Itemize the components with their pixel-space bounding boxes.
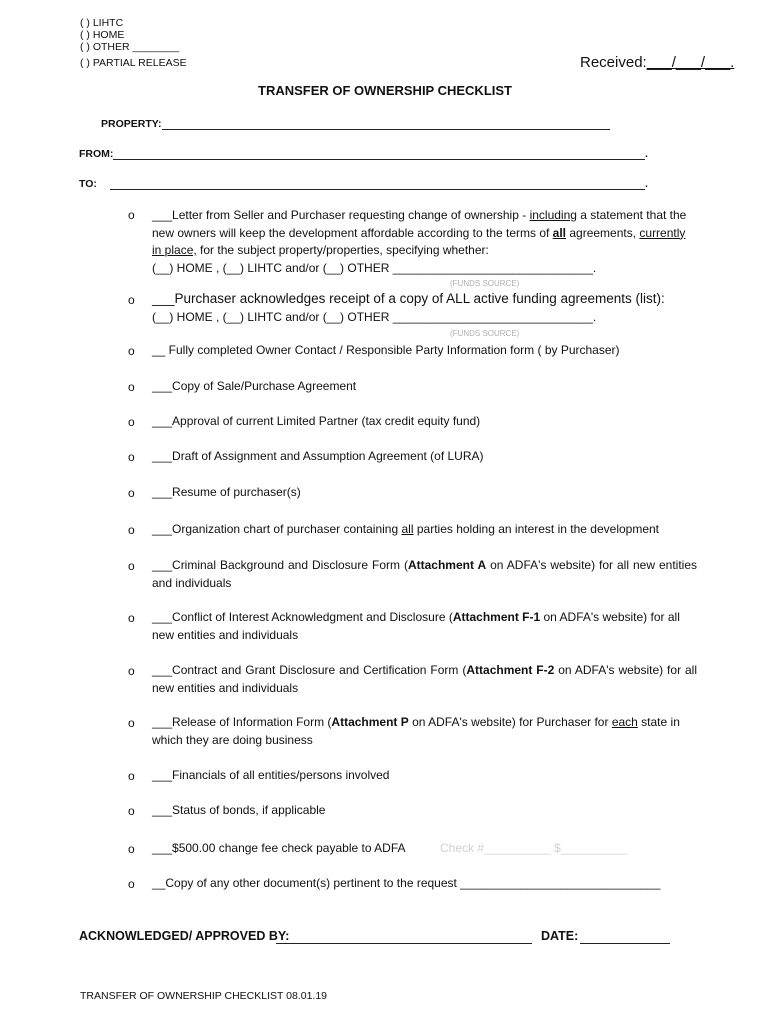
item-text: on ADFA's website) for Purchaser for [408, 715, 612, 729]
acknowledged-label: ACKNOWLEDGED/ APPROVED BY: [79, 929, 290, 943]
property-label: PROPERTY: [101, 118, 162, 130]
bullet: o [128, 842, 135, 856]
funds-choice-line[interactable]: (__) HOME , (__) LIHTC and/or (__) OTHER ______________________________. [152, 309, 597, 324]
attachment-ref: Attachment A [407, 558, 487, 572]
received-stamp [580, 54, 734, 71]
bullet: o [128, 523, 135, 537]
checklist-item-sale-agreement[interactable]: ___Copy of Sale/Purchase Agreement [152, 379, 357, 393]
program-partial-release[interactable]: ( ) PARTIAL RELEASE [80, 57, 187, 69]
from-label: FROM: [79, 148, 114, 160]
checklist-item-release-of-information[interactable] [152, 714, 697, 749]
checklist-item-contract-disclosure[interactable] [152, 662, 697, 697]
to-field[interactable] [110, 189, 645, 190]
footer: TRANSFER OF OWNERSHIP CHECKLIST 08.01.19 [80, 990, 328, 1002]
item-text: parties holding an interest in the development [413, 522, 660, 536]
checklist-item-criminal-background[interactable] [152, 557, 697, 592]
received-label: Received: [580, 54, 647, 71]
funds-source-label: (FUNDS SOURCE) [450, 279, 520, 288]
funds-choice-line[interactable]: (__) HOME , (__) LIHTC and/or (__) OTHER ______________________________. [152, 260, 597, 275]
bullet: o [128, 664, 135, 678]
item-text: ___Contract and Grant Disclosure and Certification Form ( [152, 663, 467, 677]
bullet: o [128, 611, 135, 625]
check-number-field[interactable]: Check #__________ $__________ [440, 841, 628, 855]
item-text: agreements, [566, 225, 640, 240]
item-text: ___$500.00 change fee check payable to ADFA [152, 841, 406, 855]
bullet: o [128, 380, 135, 394]
item-text: ___Release of Information Form ( [152, 715, 332, 729]
attachment-ref: Attachment P [331, 715, 409, 729]
item-text: state in which they are doing business [152, 715, 680, 747]
bullet: o [128, 804, 135, 818]
checklist-item-letter[interactable] [152, 207, 697, 277]
program-home[interactable]: ( ) HOME [80, 29, 125, 41]
item-text: ___Criminal Background and Disclosure Form ( [152, 558, 408, 572]
item-emphasis: including [529, 208, 577, 222]
from-period: . [645, 148, 648, 160]
checklist-item-owner-contact[interactable]: __ Fully completed Owner Contact / Responsible Party Information form ( by Purchaser) [152, 343, 620, 357]
item-text: ___Letter from Seller and Purchaser requesting change of ownership - [152, 208, 530, 222]
bullet: o [128, 450, 135, 464]
bullet: o [128, 559, 135, 573]
item-emphasis: each [611, 715, 638, 729]
checklist-item-other-documents[interactable]: __Copy of any other document(s) pertinent to the request ______________________________ [152, 876, 661, 890]
from-field[interactable] [113, 159, 645, 160]
item-text: on ADFA's website) for all new entities and individuals [152, 558, 697, 590]
bullet: o [128, 769, 135, 783]
checklist-item-limited-partner[interactable]: ___Approval of current Limited Partner (tax credit equity fund) [152, 414, 481, 428]
checklist-item-acknowledgement[interactable] [152, 290, 697, 326]
funds-source-label: (FUNDS SOURCE) [450, 329, 520, 338]
bullet: o [128, 716, 135, 730]
checklist-item-financials[interactable]: ___Financials of all entities/persons involved [152, 768, 390, 782]
to-period: . [645, 178, 648, 190]
property-field[interactable] [162, 129, 610, 130]
item-text: ___Organization chart of purchaser containing [152, 522, 402, 536]
item-text: on ADFA's website) for all new entities and individuals [152, 663, 698, 695]
bullet: o [128, 877, 135, 891]
bullet: o [128, 293, 135, 307]
item-text: on ADFA's website) for all new entities and individuals [152, 610, 680, 642]
program-lihtc[interactable]: ( ) LIHTC [80, 17, 124, 29]
date-label: DATE: [541, 929, 579, 943]
to-label: TO: [79, 178, 97, 190]
item-emphasis: all [401, 522, 414, 536]
page-title: TRANSFER OF OWNERSHIP CHECKLIST [258, 83, 512, 98]
bullet: o [128, 486, 135, 500]
bullet: o [128, 344, 135, 358]
checklist-item-bonds-status[interactable]: ___Status of bonds, if applicable [152, 803, 326, 817]
received-date-field[interactable]: ___/___/___. [646, 54, 735, 71]
bullet: o [128, 208, 135, 222]
checklist-item-assignment-draft[interactable]: ___Draft of Assignment and Assumption Agreement (of LURA) [152, 449, 484, 463]
item-emphasis: all [552, 225, 567, 240]
item-text: ___Conflict of Interest Acknowledgment and Disclosure ( [152, 610, 453, 624]
date-field[interactable] [580, 943, 670, 944]
bullet: o [128, 415, 135, 429]
attachment-ref: Attachment F-1 [452, 610, 541, 624]
item-text: ___Purchaser acknowledges receipt of a copy of ALL active funding agreements (list): [152, 291, 665, 306]
checklist-item-conflict-of-interest[interactable] [152, 609, 697, 644]
attachment-ref: Attachment F-2 [466, 663, 555, 677]
item-text: a statement that the new owners will keep the development affordable according to the terms of [152, 208, 687, 240]
program-other[interactable]: ( ) OTHER ________ [80, 41, 180, 53]
item-text: for the subject property/properties, specifying whether: [196, 243, 489, 257]
checklist-item-resume[interactable]: ___Resume of purchaser(s) [152, 485, 301, 499]
checklist-item-org-chart[interactable] [152, 521, 697, 539]
item-emphasis: currently in place, [152, 225, 686, 257]
approved-by-field[interactable] [276, 943, 532, 944]
